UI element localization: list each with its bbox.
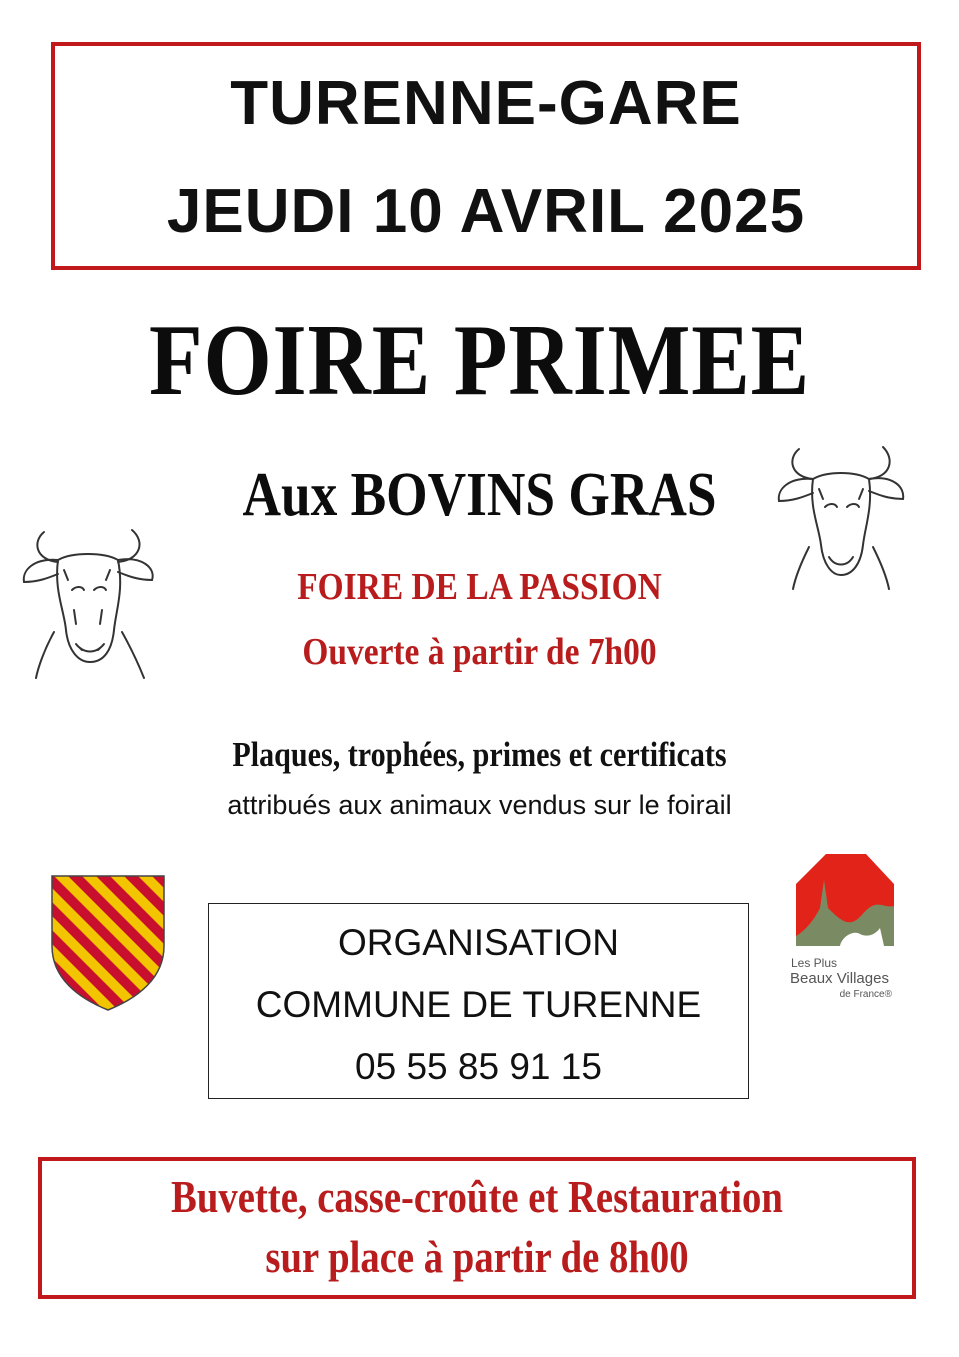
event-title: FOIRE PRIMEE	[149, 304, 810, 417]
organizer-name: COMMUNE DE TURENNE	[255, 984, 702, 1025]
services-box	[38, 1157, 916, 1299]
coat-of-arms-icon	[42, 866, 174, 1016]
organisation-box	[208, 903, 749, 1099]
contact-phone: 05 55 85 91 15	[355, 1046, 602, 1087]
opening-time: Ouverte à partir de 7h00	[302, 631, 657, 673]
fair-name: FOIRE DE LA PASSION	[297, 566, 662, 608]
services-line1: Buvette, casse-croûte et Restauration	[171, 1172, 783, 1222]
event-subtitle: Aux BOVINS GRAS	[242, 461, 717, 529]
awards-detail: attribués aux animaux vendus sur le foirail	[227, 790, 732, 820]
beaux-villages-emblem-icon	[780, 850, 910, 956]
logo-text-line1: Les Plus	[791, 956, 838, 970]
logo-text-line2: Beaux Villages	[790, 970, 889, 987]
location-heading: TURENNE-GARE	[230, 69, 742, 138]
organisation-label: ORGANISATION	[338, 922, 619, 963]
beaux-villages-logo	[780, 850, 910, 1020]
date-heading: JEUDI 10 AVRIL 2025	[166, 177, 806, 246]
services-line2: sur place à partir de 8h00	[265, 1232, 689, 1282]
awards-headline: Plaques, trophées, primes et certificats	[232, 735, 727, 774]
logo-text-line3: de France®	[839, 989, 892, 1000]
header-box	[51, 42, 921, 270]
